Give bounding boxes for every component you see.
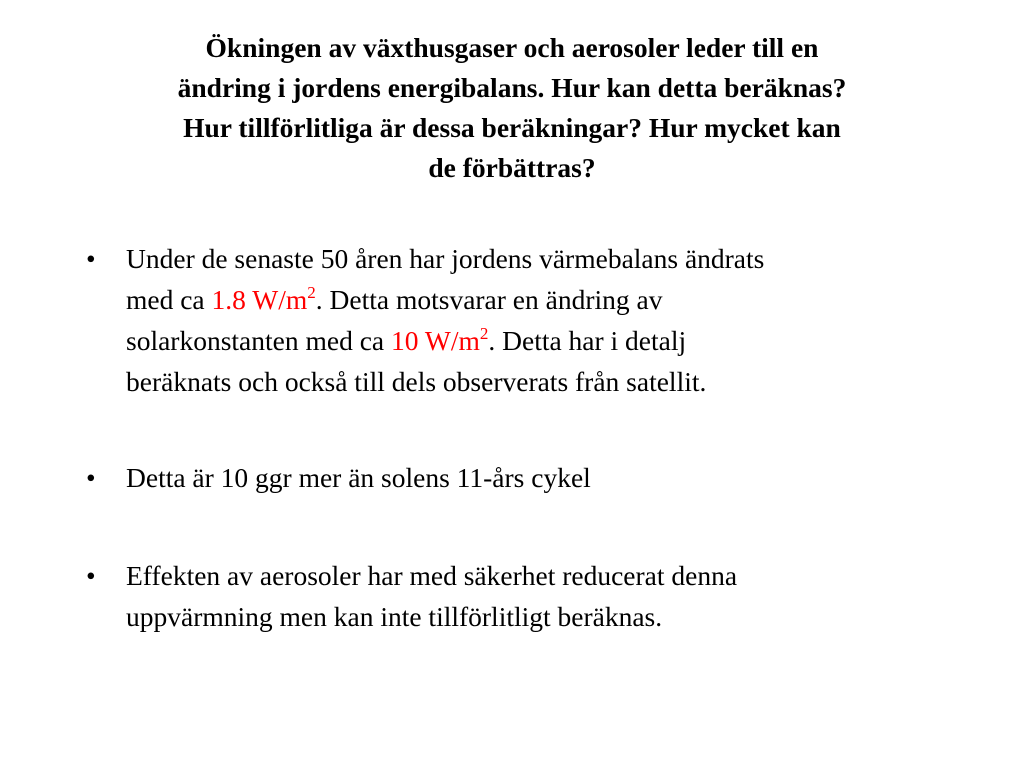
value-10-wm2 [391, 325, 488, 356]
title-line-4: de förbättras? [428, 152, 596, 183]
bullet-2-line-1: Detta är 10 ggr mer än solens 11-års cykel [126, 462, 591, 493]
slide-title [70, 28, 954, 188]
value-1-8-wm2 [212, 284, 316, 315]
bullet-item-energy-balance [86, 238, 966, 402]
bullet-1-line-3-pre: solarkonstanten med ca [126, 325, 391, 356]
bullet-item-solar-cycle [86, 457, 966, 498]
bullet-1-line-4: beräknats och också till dels observerats från satellit. [126, 366, 707, 397]
bullet-marker: • [86, 462, 96, 493]
bullet-1-line-2-post: . Detta motsvarar en ändring av [315, 284, 663, 315]
bullet-item-aerosols [86, 555, 966, 637]
value-2-text: 10 W/m [390, 325, 480, 356]
bullet-1-line-2 [126, 279, 966, 320]
bullet-1-line-3-post: . Detta har i detalj [488, 325, 687, 356]
title-line-2: ändring i jordens energibalans. Hur kan detta beräknas? [177, 72, 847, 103]
bullet-1-line-2-pre: med ca [126, 284, 212, 315]
bullet-1-line-1: Under de senaste 50 åren har jordens värmebalans ändrats [126, 243, 765, 274]
bullet-marker: • [86, 560, 96, 591]
bullet-3-line-1: Effekten av aerosoler har med säkerhet reducerat denna [126, 560, 738, 591]
title-line-3: Hur tillförlitliga är dessa beräkningar? Hur mycket kan [183, 112, 841, 143]
bullet-3-line-2: uppvärmning men kan inte tillförlitligt beräknas. [126, 601, 663, 632]
value-2-superscript: 2 [479, 324, 489, 343]
bullet-marker: • [86, 243, 96, 274]
value-1-superscript: 2 [307, 283, 316, 302]
value-1-text: 1.8 W/m [211, 284, 308, 315]
bullet-1-line-3 [126, 320, 966, 361]
bullet-list [86, 238, 966, 637]
title-line-1: Ökningen av växthusgaser och aerosoler leder till en [205, 32, 819, 63]
